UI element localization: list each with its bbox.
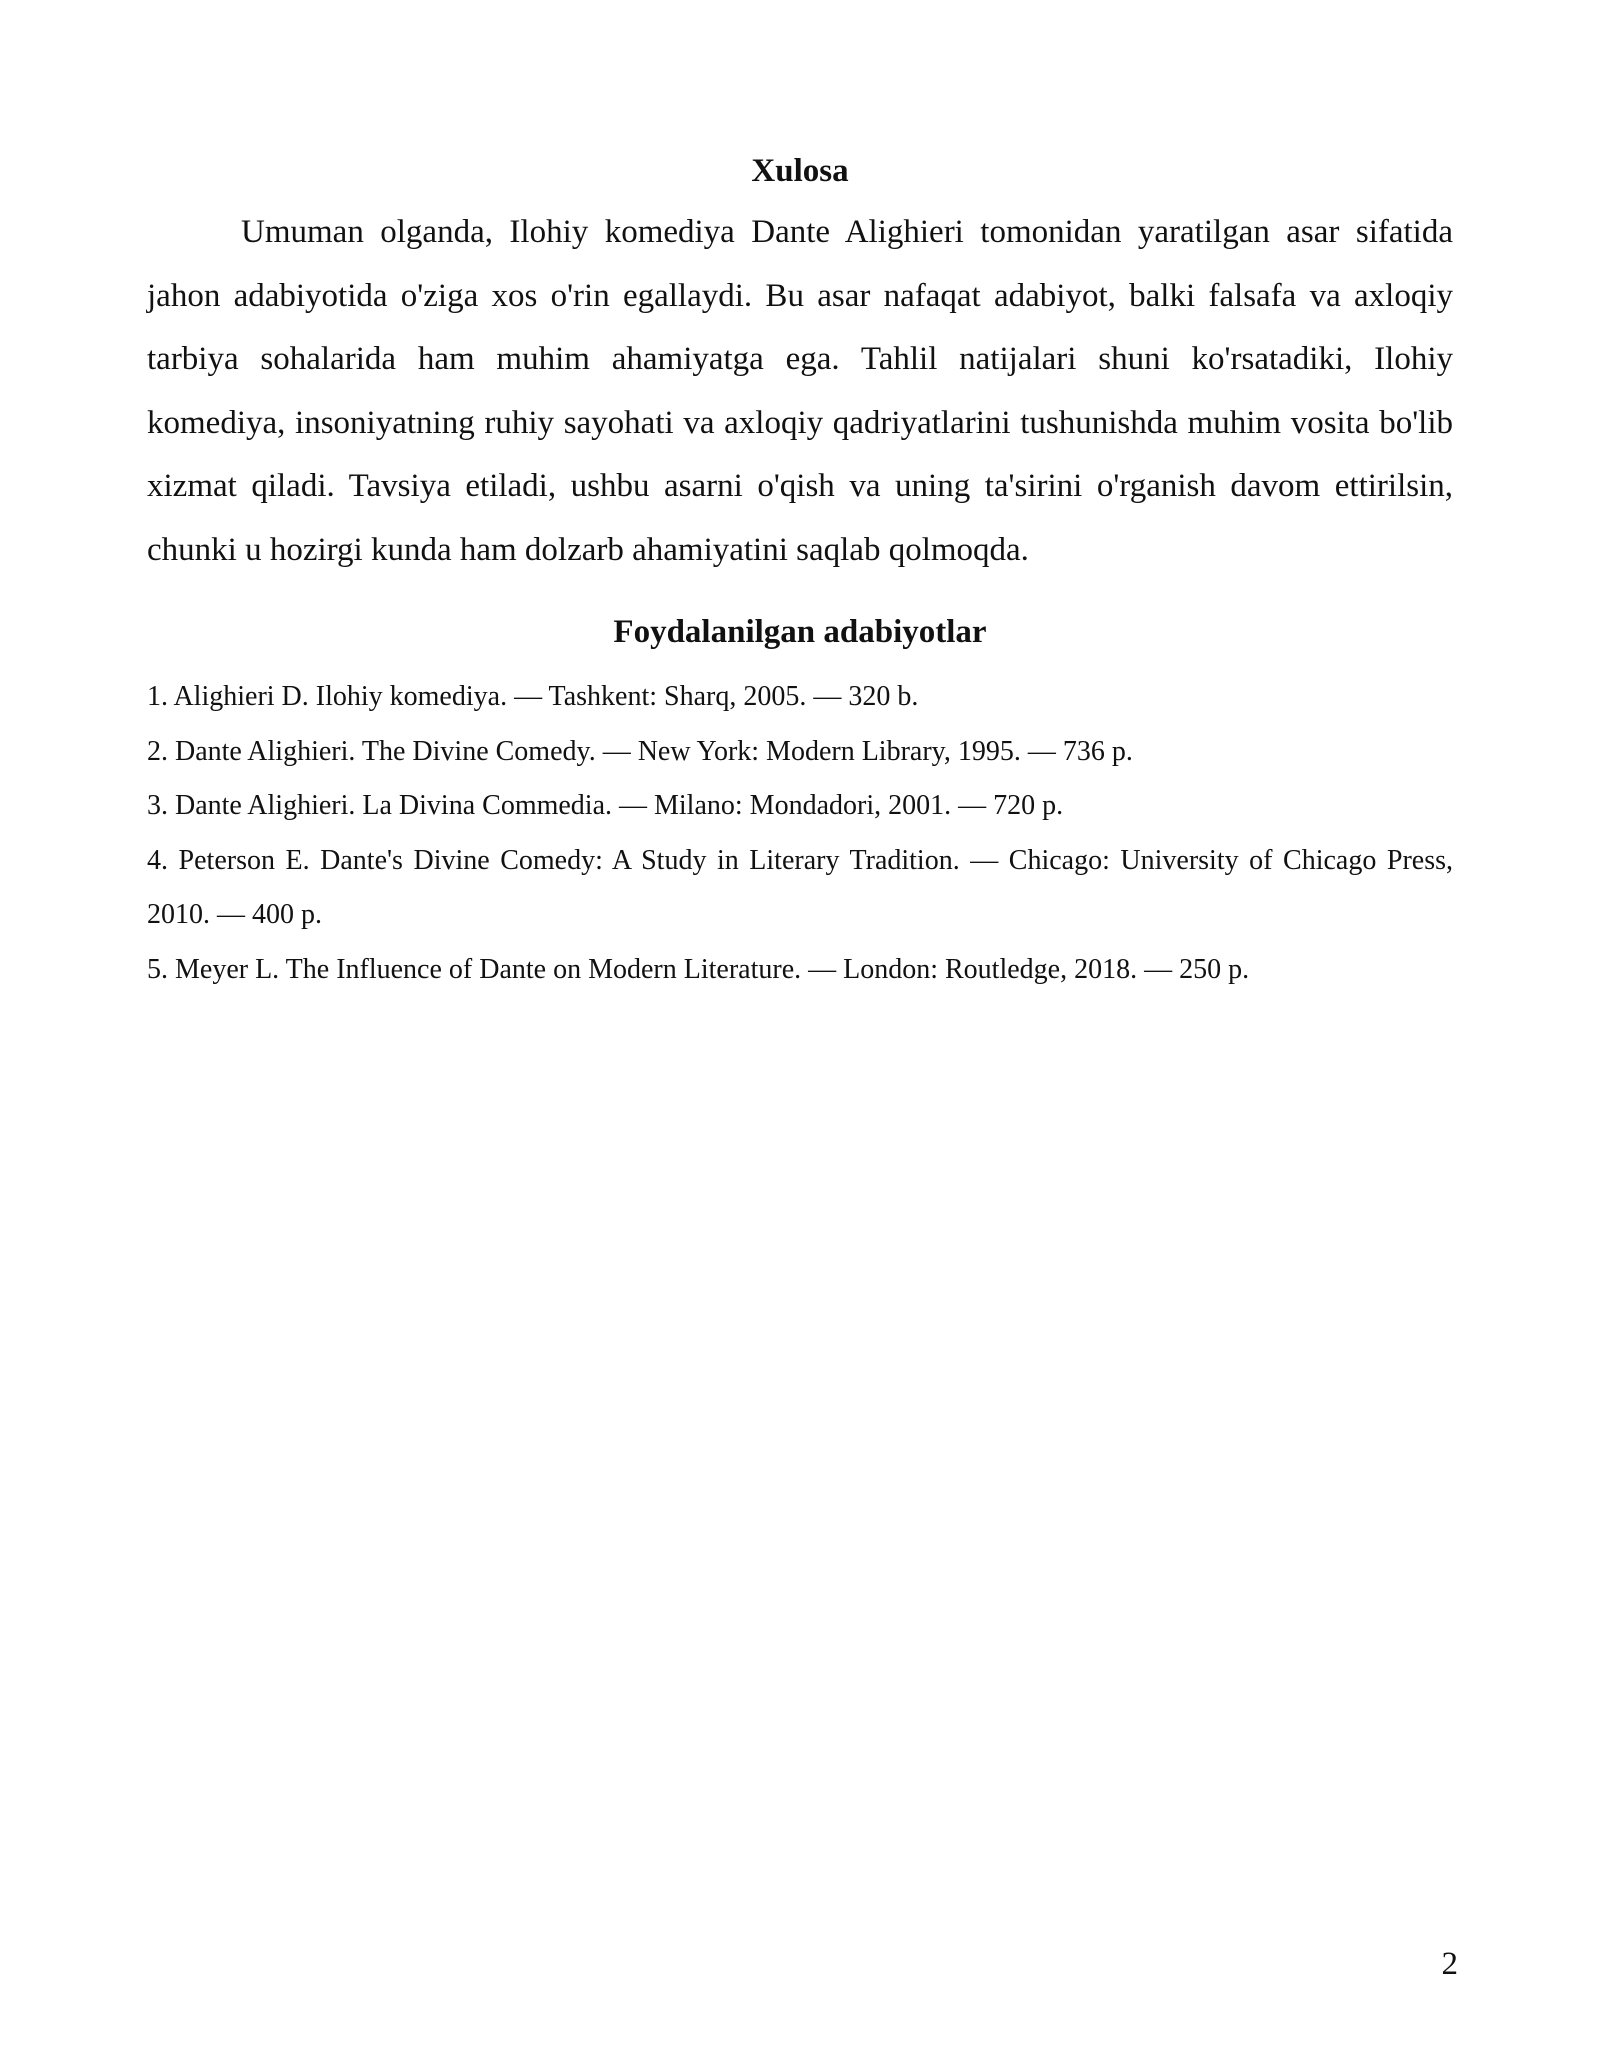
page-content [147,143,1453,997]
reference-item: 3. Dante Alighieri. La Divina Commedia. — Milano: Mondadori, 2001. — 720 p. [147,790,1064,821]
conclusion-paragraph: Umuman olganda, Ilohiy komediya Dante Alighieri tomonidan yaratilgan asar sifatida jahon adabiyotida o'ziga xos o'rin egallaydi. Bu asar nafaqat adabiyot, balki falsafa va axloqiy tarbiya sohalarida ham muhim ahamiyatga ega. Tahlil natijalari shuni ko'rsatadiki, Ilohiy komediya, insoniyatning ruhiy sayohati va axloqiy qadriyatlarini tushunishda muhim vosita bo'lib xizmat qiladi. Tavsiya etiladi, ushbu asarni o'qish va uning ta'sirini o'rganish davom ettirilsin, chunki u hozirgi kunda ham dolzarb ahamiyatini saqlab qolmoqda. [147,214,1453,568]
reference-item: 2. Dante Alighieri. The Divine Comedy. — New York: Modern Library, 1995. — 736 p. [147,735,1133,767]
references-title: Foydalanilgan adabiyotlar [613,614,987,650]
conclusion-title: Xulosa [751,153,849,189]
reference-list [147,670,1453,997]
reference-item: 4. Peterson E. Dante's Divine Comedy: A Study in Literary Tradition. — Chicago: University of Chicago Press, 2010. — 400 p. [147,844,1453,930]
reference-item: 1. Alighieri D. Ilohiy komediya. — Tashkent: Sharq, 2005. — 320 b. [147,681,919,712]
page-number: 2 [1441,1946,1458,1982]
reference-item: 5. Meyer L. The Influence of Dante on Modern Literature. — London: Routledge, 2018. — 250 p. [147,953,1250,985]
